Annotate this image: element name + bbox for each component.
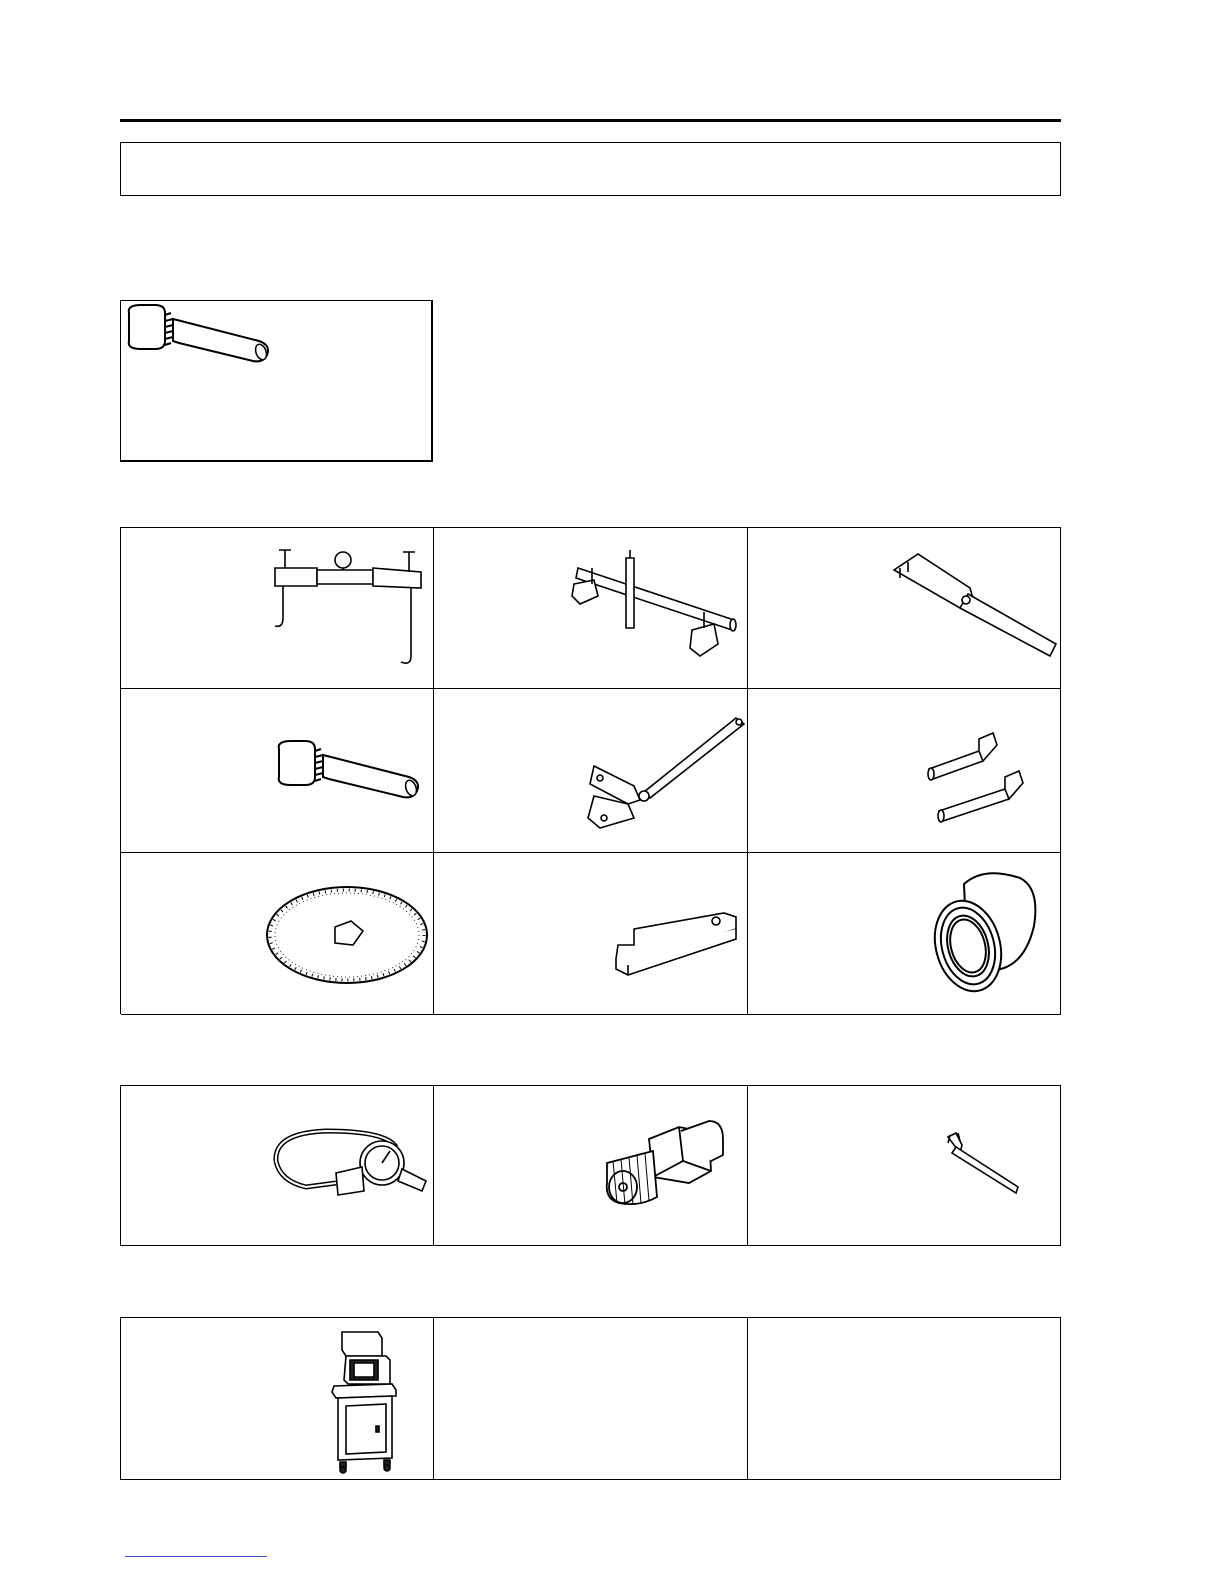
threaded-puller-icon: [121, 301, 281, 391]
tool-cell-b3: [748, 528, 1061, 689]
diagnostic-cabinet-icon: [326, 1326, 406, 1476]
degree-wheel-icon: [261, 873, 431, 993]
top-rule: [120, 119, 1061, 122]
tool-cell-b9: [748, 853, 1061, 1015]
header-box: [120, 142, 1061, 196]
threaded-puller-icon: [271, 737, 431, 827]
tool-cell-b2: [434, 528, 748, 689]
pin-set-icon: [923, 709, 1043, 839]
tool-grid-b: [120, 527, 1061, 1014]
spanner-wrench-icon: [564, 714, 744, 854]
support-bar-with-clamps-icon: [564, 548, 744, 688]
engine-hanger-bar-icon: [261, 538, 431, 678]
tool-cell-b5: [434, 689, 748, 853]
tool-grid-c: [120, 1085, 1061, 1246]
tool-cell-d3: [748, 1318, 1061, 1480]
tool-cell-d2: [434, 1318, 748, 1480]
tool-cell-c1: [121, 1086, 434, 1246]
tool-cell-d1: [121, 1318, 434, 1480]
bearing-driver-icon: [908, 868, 1048, 1008]
tool-cell-single: [120, 300, 433, 462]
holder-wrench-icon: [878, 548, 1058, 688]
tool-cell-b1: [121, 528, 434, 689]
adapter-fitting-icon: [599, 1111, 729, 1231]
small-wrench-icon: [938, 1131, 1028, 1201]
compression-gauge-icon: [266, 1111, 436, 1221]
tool-cell-b4: [121, 689, 434, 853]
tool-cell-c3: [748, 1086, 1061, 1246]
tool-cell-b6: [748, 689, 1061, 853]
gauge-plate-icon: [594, 883, 744, 983]
tool-cell-b8: [434, 853, 748, 1015]
footer-link[interactable]: [125, 1556, 267, 1557]
tool-cell-c2: [434, 1086, 748, 1246]
tool-grid-d: [120, 1317, 1061, 1480]
tool-cell-b7: [121, 853, 434, 1015]
